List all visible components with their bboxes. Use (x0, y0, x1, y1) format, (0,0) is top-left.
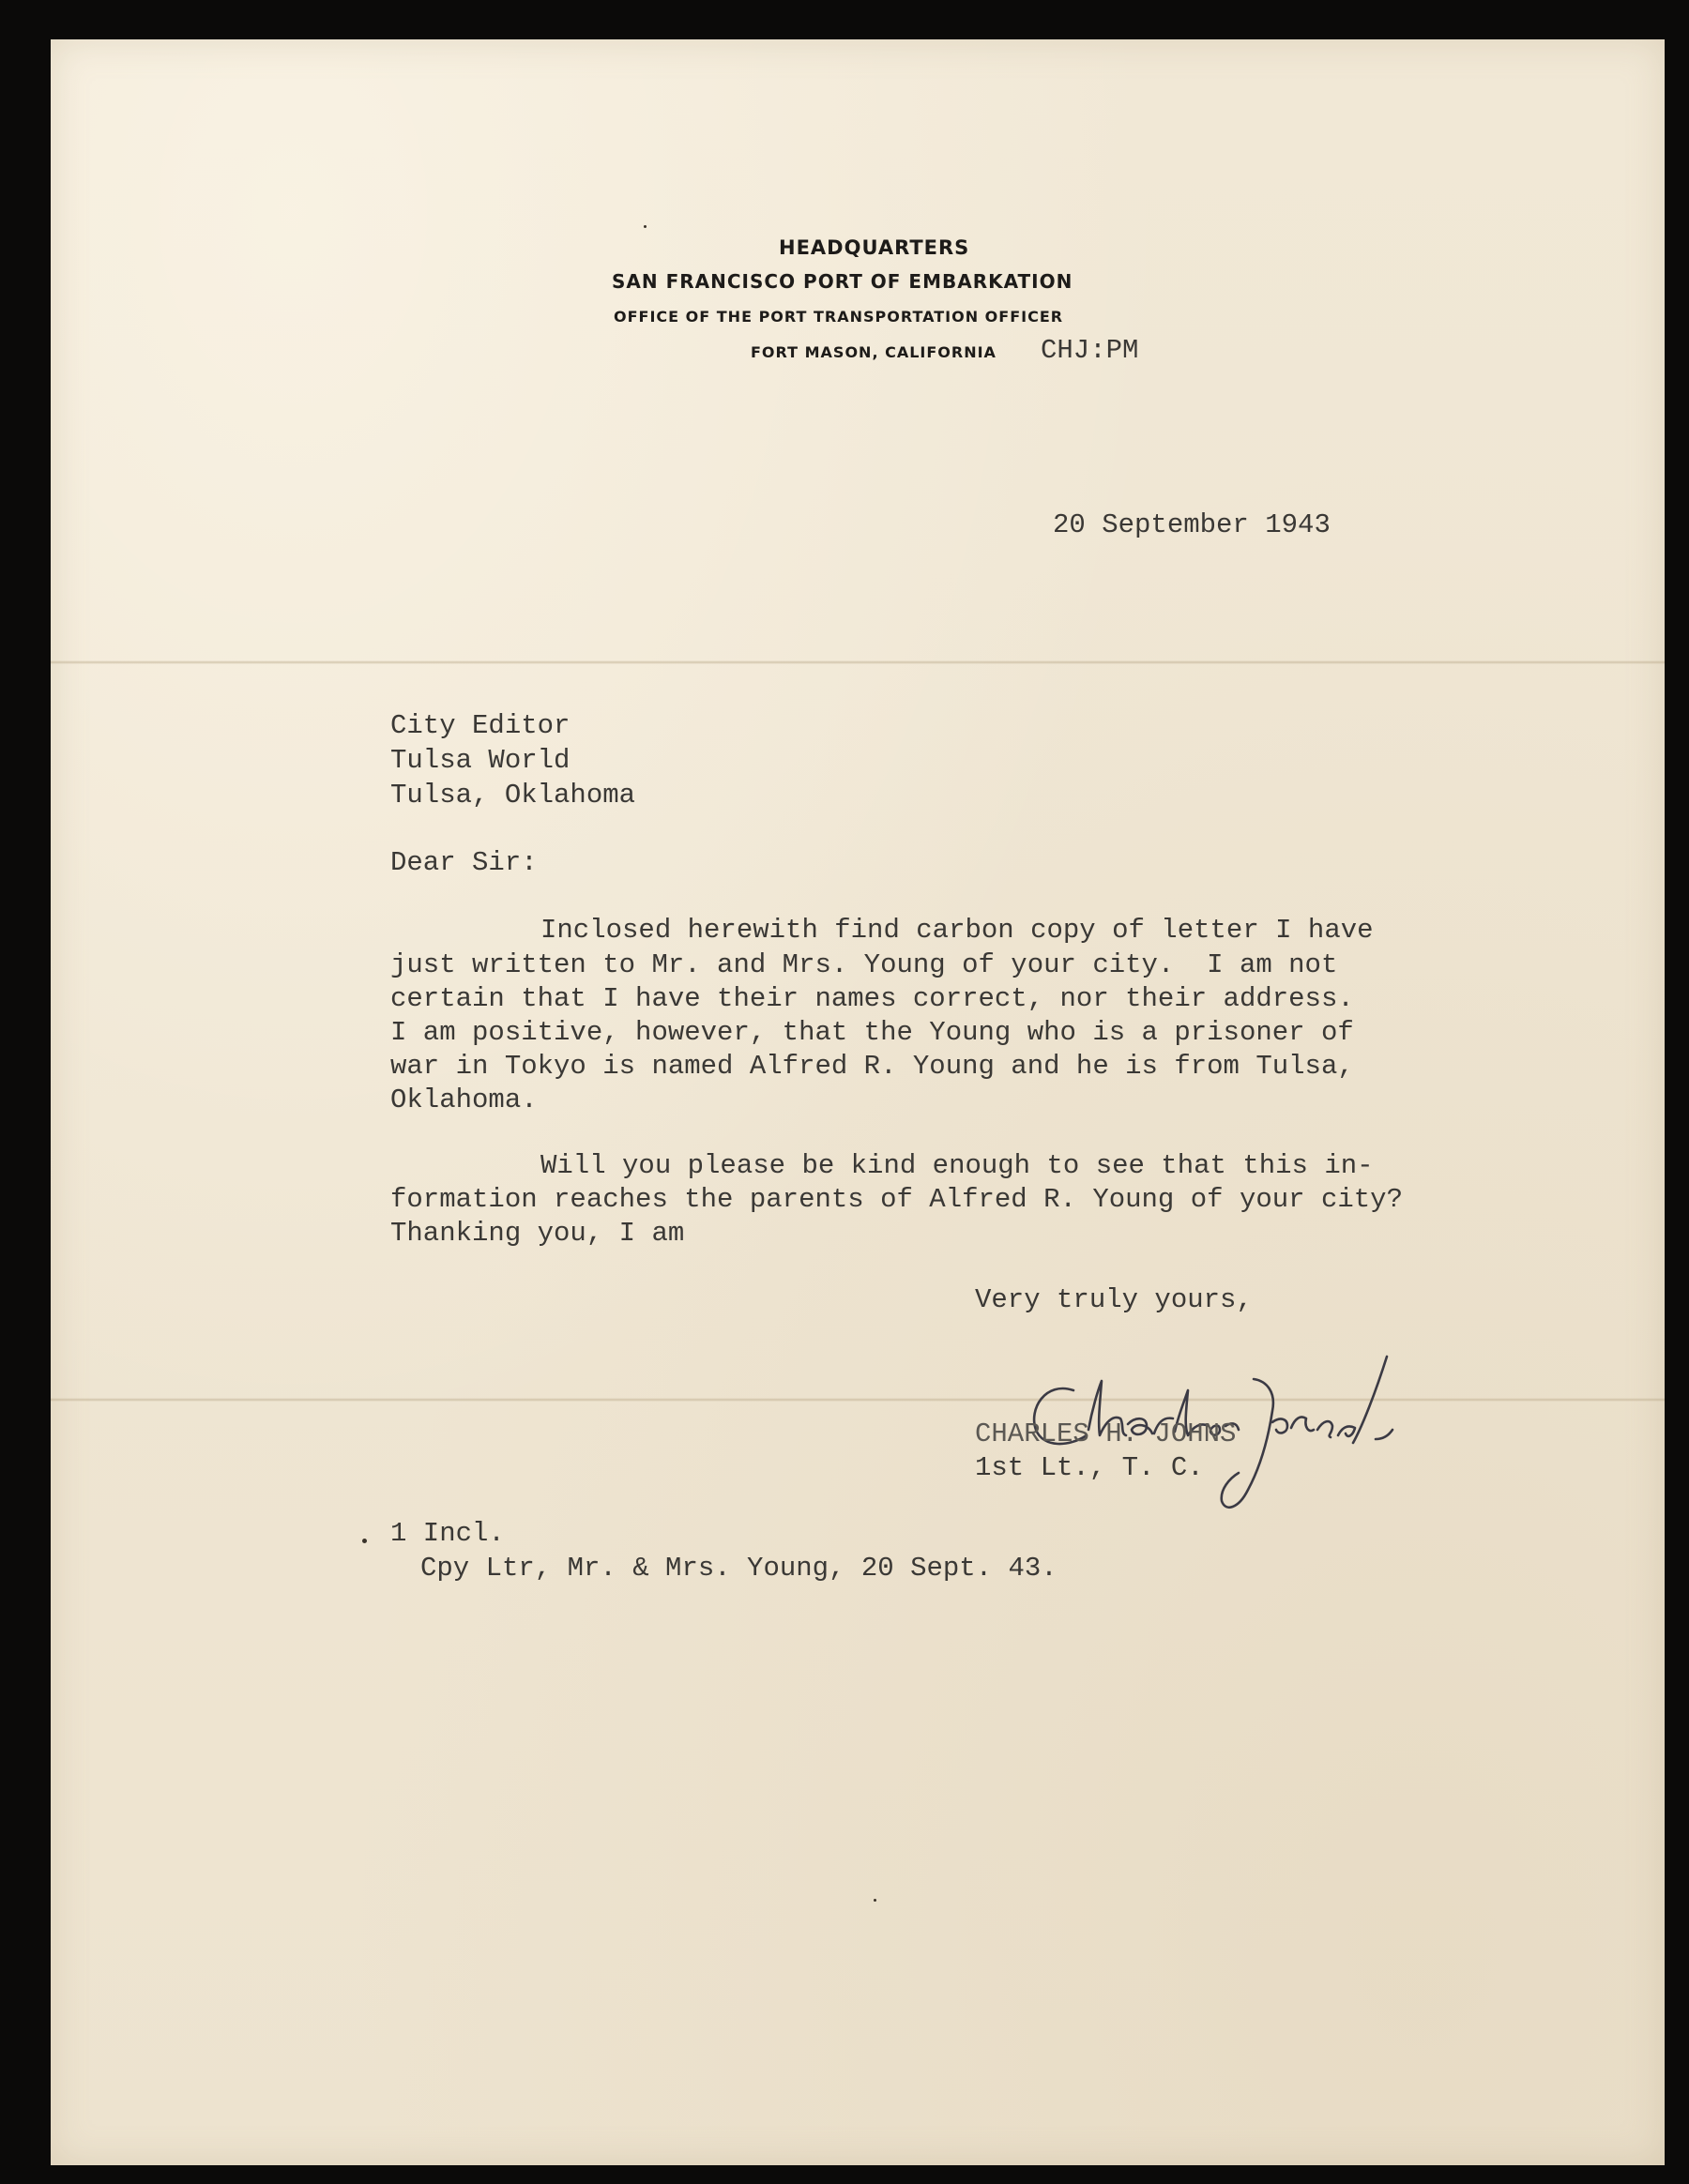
salutation: Dear Sir: (390, 847, 538, 878)
letterhead-port-name: SAN FRANCISCO PORT OF EMBARKATION (612, 270, 1073, 293)
body-paragraph-1-line: war in Tokyo is named Alfred R. Young and he is from Tulsa, (390, 1051, 1354, 1082)
body-paragraph-1-line: I am positive, however, that the Young who is a prisoner of (390, 1017, 1354, 1048)
signer-name: CHARLES H. JOHNS (975, 1418, 1237, 1449)
letter-paper (51, 39, 1665, 2165)
paper-fold-line (51, 660, 1665, 664)
paper-speck (362, 1539, 367, 1543)
recipient-line-1: City Editor (390, 710, 571, 741)
letterhead-headquarters: HEADQUARTERS (779, 236, 970, 259)
letterhead-location: FORT MASON, CALIFORNIA (751, 343, 997, 361)
paper-speck (644, 225, 647, 228)
body-paragraph-2-line: formation reaches the parents of Alfred R. Young of your city? (390, 1184, 1403, 1215)
enclosure-count: 1 Incl. (390, 1518, 505, 1549)
closing: Very truly yours, (975, 1284, 1253, 1315)
paper-speck (874, 1899, 876, 1902)
recipient-line-2: Tulsa World (390, 745, 571, 776)
letter-date: 20 September 1943 (1053, 509, 1331, 540)
body-paragraph-1-line: certain that I have their names correct, nor their address. (390, 983, 1354, 1014)
body-paragraph-2-line: Thanking you, I am (390, 1218, 685, 1249)
signer-title: 1st Lt., T. C. (975, 1452, 1204, 1483)
body-paragraph-1-line: Oklahoma. (390, 1084, 538, 1115)
body-paragraph-1-line: Inclosed herewith find carbon copy of letter I have (540, 915, 1374, 946)
enclosure-description: Cpy Ltr, Mr. & Mrs. Young, 20 Sept. 43. (420, 1553, 1058, 1584)
body-paragraph-1-line: just written to Mr. and Mrs. Young of your city. I am not (390, 949, 1338, 980)
body-paragraph-2-line: Will you please be kind enough to see that this in- (540, 1150, 1374, 1181)
recipient-line-3: Tulsa, Oklahoma (390, 780, 636, 811)
reference-initials: CHJ:PM (1041, 335, 1139, 366)
letterhead-office: OFFICE OF THE PORT TRANSPORTATION OFFICER (614, 308, 1064, 326)
